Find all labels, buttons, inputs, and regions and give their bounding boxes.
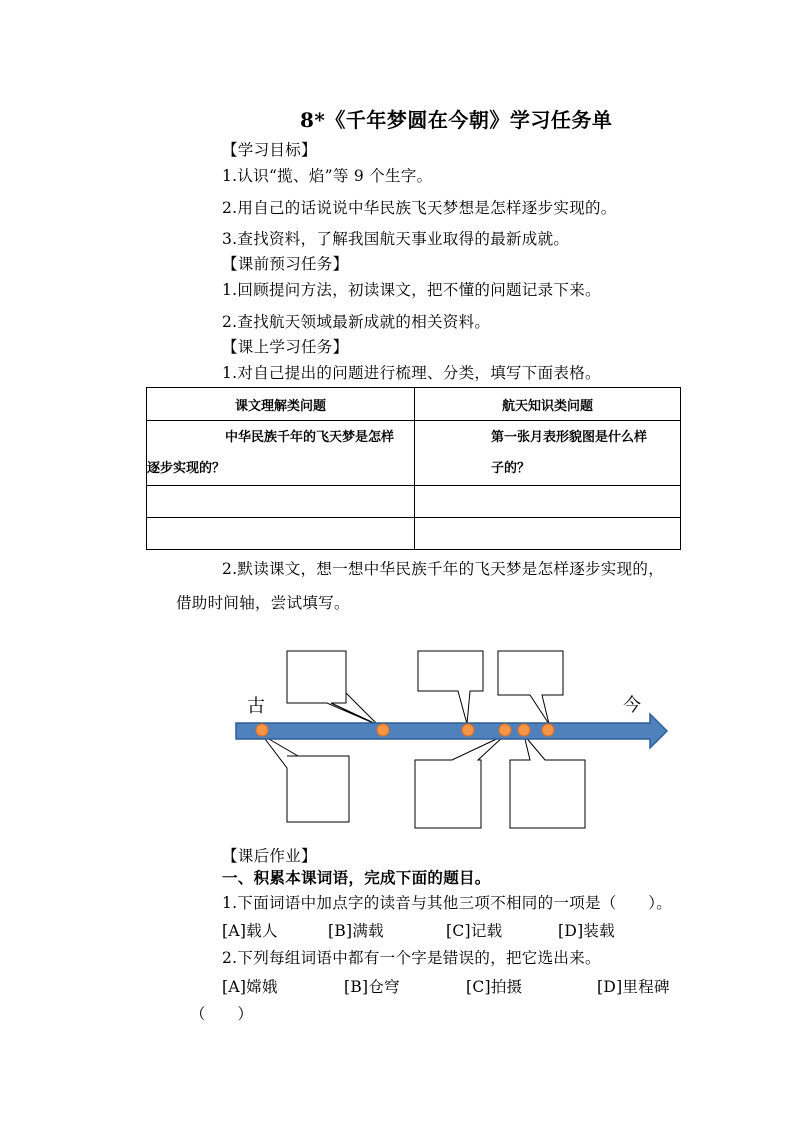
timeline-arrow bbox=[236, 714, 667, 748]
timeline-dot[interactable] bbox=[499, 724, 511, 736]
inclass-task2-line2: 借助时间轴，尝试填写。 bbox=[176, 594, 350, 612]
timeline-dot[interactable] bbox=[256, 724, 268, 736]
q2-answer-blank[interactable]: （ ） bbox=[190, 1005, 254, 1023]
goal-item: 1.认识“揽、焰”等 9 个生字。 bbox=[222, 167, 433, 185]
cell-line-text: 子的？ bbox=[491, 461, 531, 476]
q1-option-c[interactable]: [C]记载 bbox=[446, 922, 503, 940]
cell-line: 第一张月表形貌图是什么样 bbox=[491, 430, 648, 445]
homework-heading: 【课后作业】 bbox=[222, 847, 317, 865]
inclass-heading: 【课上学习任务】 bbox=[222, 338, 349, 356]
q2-option-c[interactable]: [C]拍摄 bbox=[466, 978, 523, 996]
cell-line: 中华民族千年的飞天梦是怎样 bbox=[225, 430, 395, 445]
timeline-end-label: 今 bbox=[623, 695, 641, 716]
goal-item: 2.用自己的话说说中华民族飞天梦想是怎样逐步实现的。 bbox=[222, 199, 617, 217]
goal-item: 3.查找资料，了解我国航天事业取得的最新成就。 bbox=[222, 230, 570, 248]
callout-box[interactable] bbox=[510, 735, 585, 828]
timeline-dot[interactable] bbox=[542, 724, 554, 736]
timeline-start-label: 古 bbox=[247, 696, 265, 717]
q2-option-a[interactable]: [A]嫦娥 bbox=[222, 978, 278, 996]
q2-option-b[interactable]: [B]仓穹 bbox=[344, 978, 400, 996]
q1-option-d[interactable]: [D]装载 bbox=[558, 922, 616, 940]
q1-option-a[interactable]: [A]载人 bbox=[222, 922, 278, 940]
inclass-task2-line1: 2.默读课文，想一想中华民族千年的飞天梦是怎样逐步实现的， bbox=[222, 560, 664, 578]
homework-section1: 一、积累本课词语，完成下面的题目。 bbox=[222, 868, 491, 887]
callout-box[interactable] bbox=[418, 651, 483, 724]
cell-line-text: 逐步实现的？ bbox=[147, 461, 226, 476]
table-header-space-questions: 航天知识类问题 bbox=[415, 388, 681, 421]
preview-item: 2.查找航天领域最新成就的相关资料。 bbox=[222, 313, 491, 331]
goals-heading: 【学习目标】 bbox=[222, 141, 317, 159]
timeline-dot[interactable] bbox=[377, 724, 389, 736]
q1-option-b[interactable]: [B]满载 bbox=[328, 922, 384, 940]
inclass-task1: 1.对自己提出的问题进行梳理、分类，填写下面表格。 bbox=[222, 364, 601, 382]
page-title: 8*《千年梦圆在今朝》学习任务单 bbox=[300, 108, 613, 132]
callout-box[interactable] bbox=[262, 735, 349, 822]
timeline-dot[interactable] bbox=[462, 724, 474, 736]
preview-item: 1.回顾提问方法，初读课文，把不懂的问题记录下来。 bbox=[222, 281, 601, 299]
q2-option-d[interactable]: [D]里程碑 bbox=[597, 978, 670, 996]
callout-box[interactable] bbox=[498, 651, 563, 724]
homework-q2: 2.下列每组词语中都有一个字是错误的，把它选出来。 bbox=[222, 949, 601, 967]
homework-q1: 1.下面词语中加点字的读音与其他三项不相同的一项是（ ）。 bbox=[222, 894, 673, 912]
preview-heading: 【课前预习任务】 bbox=[222, 255, 349, 273]
timeline-dot[interactable] bbox=[518, 724, 530, 736]
callout-box[interactable] bbox=[415, 735, 505, 828]
table-header-text-questions: 课文理解类问题 bbox=[147, 388, 415, 421]
